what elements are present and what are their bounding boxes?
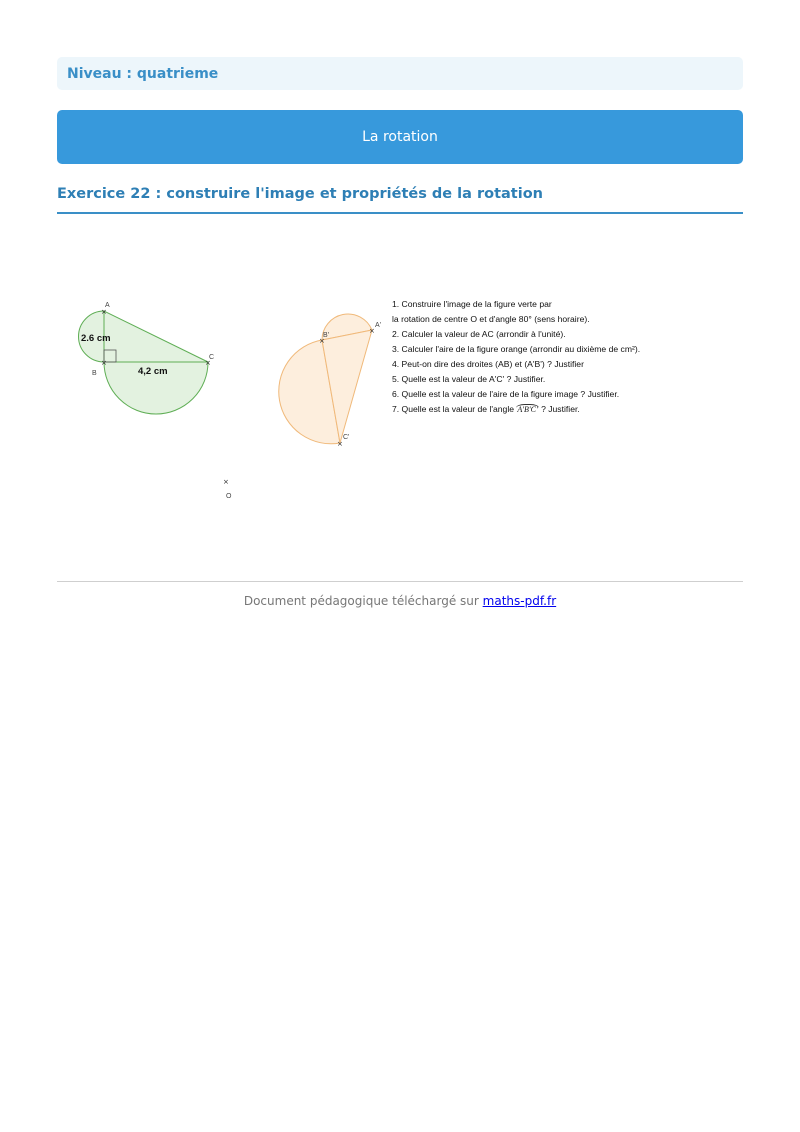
label-side-ab: 2.6 cm — [81, 333, 111, 344]
question-line: 6. Quelle est la valeur de l'aire de la figure image ? Justifier. — [392, 389, 620, 399]
label-a: A — [105, 302, 110, 309]
cross-o: × — [223, 478, 229, 486]
question-line: 4. Peut-on dire des droites (AB) et (A'B') ? Justifier — [392, 359, 584, 369]
center-o — [223, 478, 232, 500]
label-a-prime: A' — [375, 322, 382, 329]
question-line-7 — [392, 402, 692, 417]
question-line: la rotation de centre O et d'angle 80° (sens horaire). — [392, 314, 590, 324]
footer-text: Document pédagogique téléchargé sur — [243, 594, 479, 608]
green-figure — [79, 302, 215, 414]
label-c-prime: C' — [343, 434, 350, 441]
orange-figure — [279, 314, 381, 448]
green-triangle — [104, 311, 208, 362]
rotation-figure — [70, 295, 390, 505]
cross-c-prime: × — [337, 440, 343, 448]
label-b: B — [92, 370, 97, 377]
label-c: C — [209, 354, 215, 361]
level-label: Niveau : quatrieme — [67, 65, 219, 82]
questions-list — [392, 297, 692, 417]
footer-divider — [57, 581, 743, 582]
cross-a: × — [101, 308, 107, 316]
question-7-text: 7. Quelle est la valeur de l'angle — [392, 404, 515, 414]
question-line: 1. Construire l'image de la figure verte par — [392, 299, 552, 309]
chapter-title: La rotation — [362, 129, 438, 145]
question-7-end: ? Justifier. — [541, 404, 580, 414]
cross-a-prime: × — [369, 327, 375, 335]
exercise-title: Exercice 22 : construire l'image et propriétés de la rotation — [57, 186, 743, 214]
question-line: 5. Quelle est la valeur de A'C' ? Justifier. — [392, 374, 546, 384]
chapter-banner — [57, 110, 743, 164]
level-box — [57, 57, 743, 90]
question-7-angle: A'B'C' — [517, 405, 538, 414]
footer-link[interactable]: maths-pdf.fr — [482, 594, 557, 608]
footer — [57, 594, 743, 608]
label-side-bc: 4,2 cm — [138, 366, 168, 377]
cross-c: × — [205, 359, 211, 367]
cross-b-prime: × — [319, 337, 325, 345]
cross-b: × — [101, 359, 107, 367]
question-line: 3. Calculer l'aire de la figure orange (arrondir au dixième de cm²). — [392, 344, 641, 354]
label-o: O — [226, 493, 232, 500]
question-line: 2. Calculer la valeur de AC (arrondir à l'unité). — [392, 329, 566, 339]
label-b-prime: B' — [323, 332, 330, 339]
